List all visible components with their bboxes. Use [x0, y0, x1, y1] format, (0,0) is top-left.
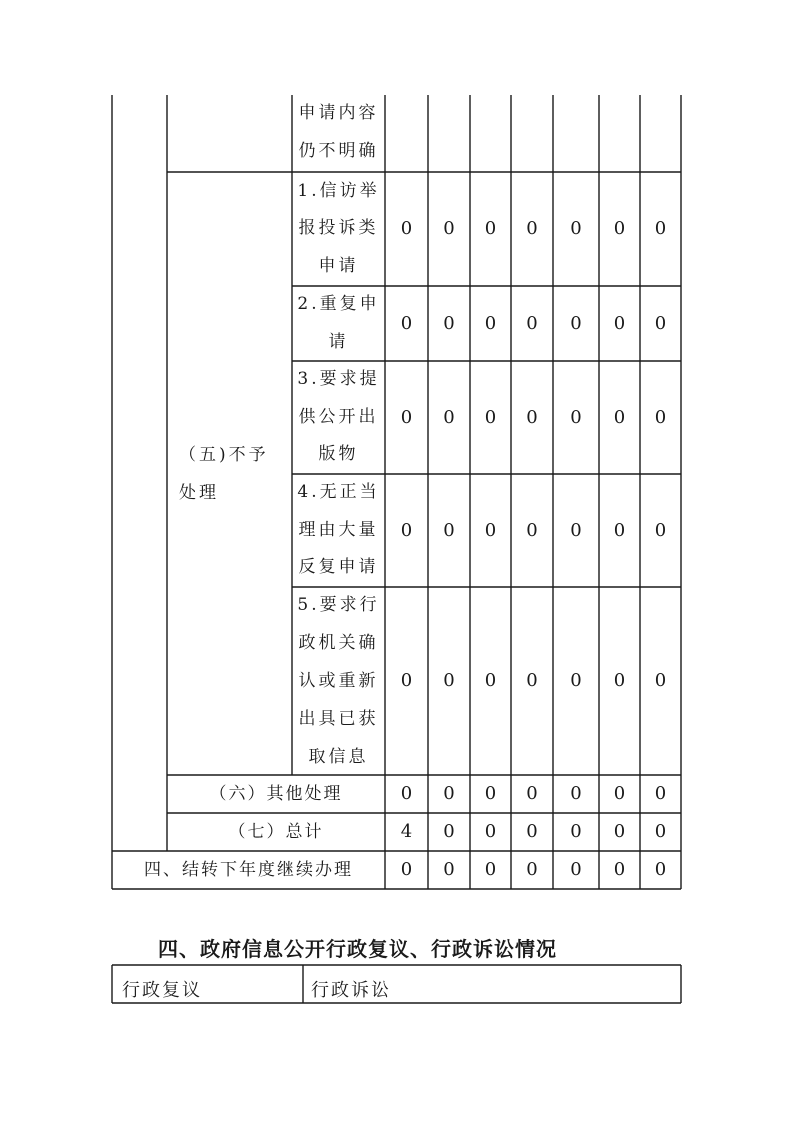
- value-cell-r6-c3: 0: [526, 783, 538, 805]
- value-cell-r2-c5: 0: [613, 312, 626, 334]
- value-cell-r6-c5: 0: [613, 783, 626, 805]
- row-label-6: （六）其他处理: [209, 783, 343, 804]
- value-cell-r5-c5: 0: [613, 670, 626, 692]
- value-cell-r6-c6: 0: [654, 783, 667, 805]
- value-cell-r1-c1: 0: [443, 218, 455, 240]
- value-cell-r6-c4: 0: [570, 783, 582, 805]
- value-cell-r3-c2: 0: [484, 406, 497, 428]
- value-cell-r4-c2: 0: [484, 519, 497, 541]
- value-cell-r5-c1: 0: [443, 670, 455, 692]
- admin-litigation-header: 行政诉讼: [311, 980, 391, 1001]
- value-cell-r1-c2: 0: [484, 218, 497, 240]
- value-cell-r8-c4: 0: [570, 859, 582, 881]
- value-cell-r2-c6: 0: [654, 312, 667, 334]
- value-cell-r3-c4: 0: [570, 406, 582, 428]
- value-cell-r8-c0: 0: [400, 859, 413, 881]
- value-cell-r7-c3: 0: [526, 821, 538, 843]
- value-cell-r4-c1: 0: [443, 519, 455, 541]
- row-label-0-text: 申请内容仍不明确: [298, 103, 379, 161]
- value-cell-r5-c6: 0: [654, 670, 667, 692]
- value-cell-r1-c0: 0: [400, 218, 413, 240]
- value-cell-r8-c3: 0: [526, 859, 538, 881]
- value-cell-r8-c5: 0: [613, 859, 626, 881]
- value-cell-r2-c3: 0: [526, 312, 538, 334]
- value-cell-r4-c5: 0: [613, 519, 626, 541]
- row-label-1-text: 1.信访举报投诉类申请: [297, 180, 380, 276]
- row-label-7: （七）总计: [228, 821, 324, 842]
- value-cell-r2-c0: 0: [400, 312, 413, 334]
- value-cell-r5-c3: 0: [526, 670, 538, 692]
- row-label-2-text: 2.重复申请: [297, 294, 380, 352]
- value-cell-r7-c6: 0: [654, 821, 667, 843]
- value-cell-r7-c5: 0: [613, 821, 626, 843]
- value-cell-r4-c6: 0: [654, 519, 667, 541]
- value-cell-r3-c1: 0: [443, 406, 455, 428]
- section-four-heading: 四、政府信息公开行政复议、行政诉讼情况: [158, 937, 557, 961]
- row-label-4-text: 4.无正当理由大量反复申请: [297, 482, 380, 578]
- value-cell-r4-c4: 0: [570, 519, 582, 541]
- row-label-8: 四、结转下年度继续办理: [144, 859, 353, 880]
- row-label-5-text: 5.要求行政机关确认或重新出具已获取信息: [297, 595, 380, 767]
- admin-review-header: 行政复议: [122, 980, 202, 1001]
- value-cell-r7-c0: 4: [400, 821, 413, 843]
- value-cell-r8-c6: 0: [654, 859, 667, 881]
- value-cell-r5-c4: 0: [570, 670, 582, 692]
- value-cell-r5-c2: 0: [484, 670, 497, 692]
- value-cell-r8-c2: 0: [484, 859, 497, 881]
- value-cell-r6-c2: 0: [484, 783, 497, 805]
- value-cell-r1-c5: 0: [613, 218, 626, 240]
- value-cell-r6-c1: 0: [443, 783, 455, 805]
- value-cell-r3-c3: 0: [526, 406, 538, 428]
- value-cell-r1-c6: 0: [654, 218, 667, 240]
- value-cell-r3-c6: 0: [654, 406, 667, 428]
- category-5-label-text: （五)不予处理: [179, 444, 269, 503]
- value-cell-r4-c0: 0: [400, 519, 413, 541]
- value-cell-r5-c0: 0: [400, 670, 413, 692]
- value-cell-r8-c1: 0: [443, 859, 455, 881]
- value-cell-r4-c3: 0: [526, 519, 538, 541]
- value-cell-r2-c2: 0: [484, 312, 497, 334]
- value-cell-r2-c1: 0: [443, 312, 455, 334]
- value-cell-r1-c4: 0: [570, 218, 582, 240]
- value-cell-r2-c4: 0: [570, 312, 582, 334]
- value-cell-r6-c0: 0: [400, 783, 413, 805]
- value-cell-r7-c1: 0: [443, 821, 455, 843]
- row-label-3-text: 3.要求提供公开出版物: [297, 369, 380, 465]
- value-cell-r7-c4: 0: [570, 821, 582, 843]
- value-cell-r1-c3: 0: [526, 218, 538, 240]
- value-cell-r3-c5: 0: [613, 406, 626, 428]
- value-cell-r3-c0: 0: [400, 406, 413, 428]
- value-cell-r7-c2: 0: [484, 821, 497, 843]
